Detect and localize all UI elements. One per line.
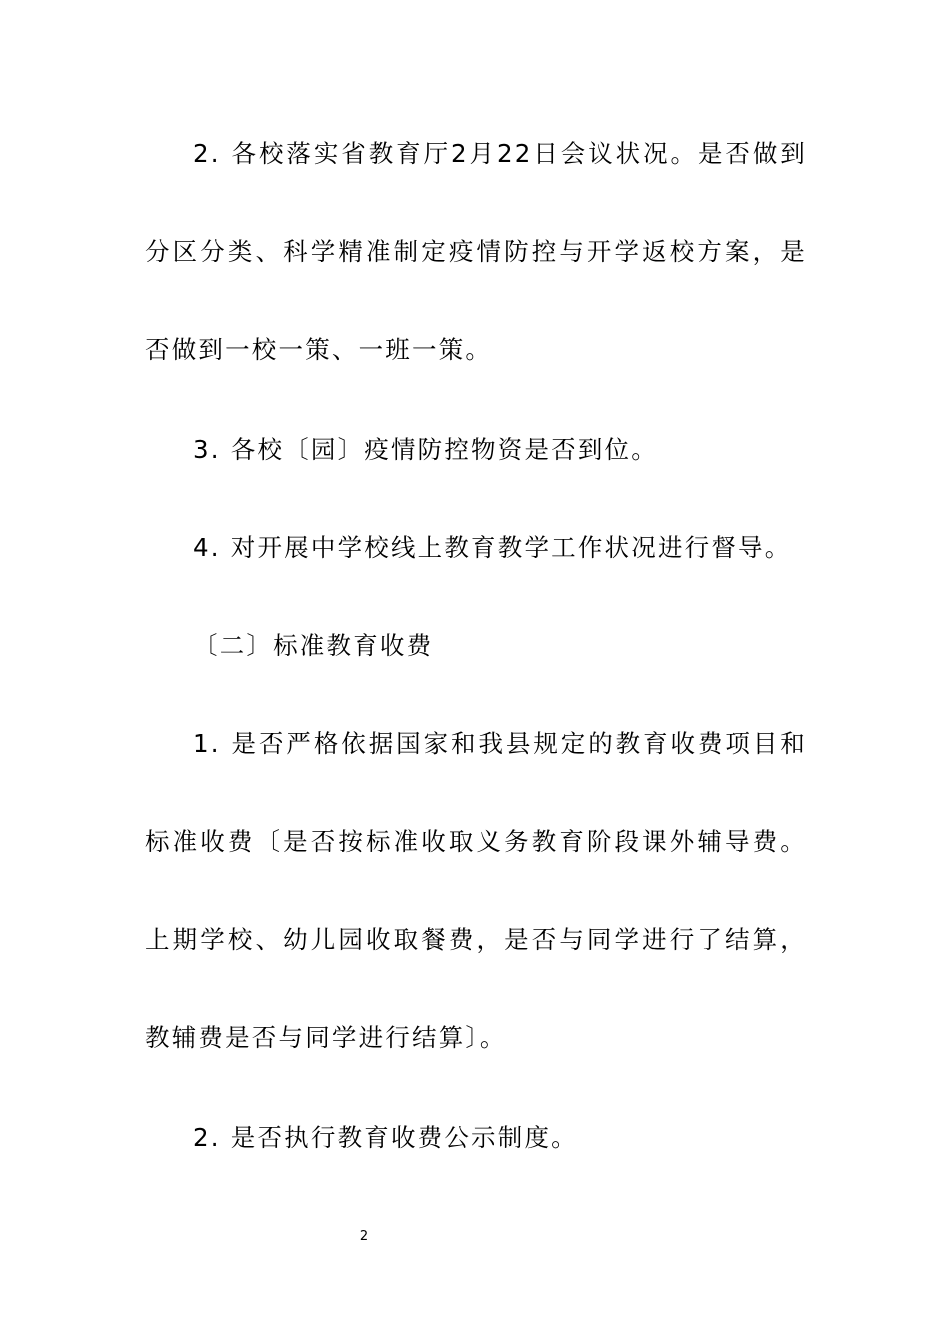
paragraph-school-plans: 2. 各校落实省教育厅2月22日会议状况。是否做到分区分类、科学精准制定疫情防控与开学返校方案，是否做到一校一策、一班一策。: [145, 139, 807, 364]
paragraph-online-teaching: 4. 对开展中学校线上教育教学工作状况进行督导。: [193, 533, 792, 562]
paragraph-epidemic-supplies: 3. 各校〔园〕疫情防控物资是否到位。: [193, 435, 658, 464]
paragraph-fee-standards: 1. 是否严格依据国家和我县规定的教育收费项目和标准收费〔是否按标准收取义务教育阶段课外辅导费。上期学校、幼儿园收取餐费，是否与同学进行了结算，教辅费是否与同学进行结算〕。: [145, 729, 807, 1052]
page-number: 2: [359, 1229, 369, 1244]
section-heading-fees: 〔二〕标准教育收费: [193, 631, 434, 660]
paragraph-fee-disclosure: 2. 是否执行教育收费公示制度。: [193, 1123, 578, 1152]
